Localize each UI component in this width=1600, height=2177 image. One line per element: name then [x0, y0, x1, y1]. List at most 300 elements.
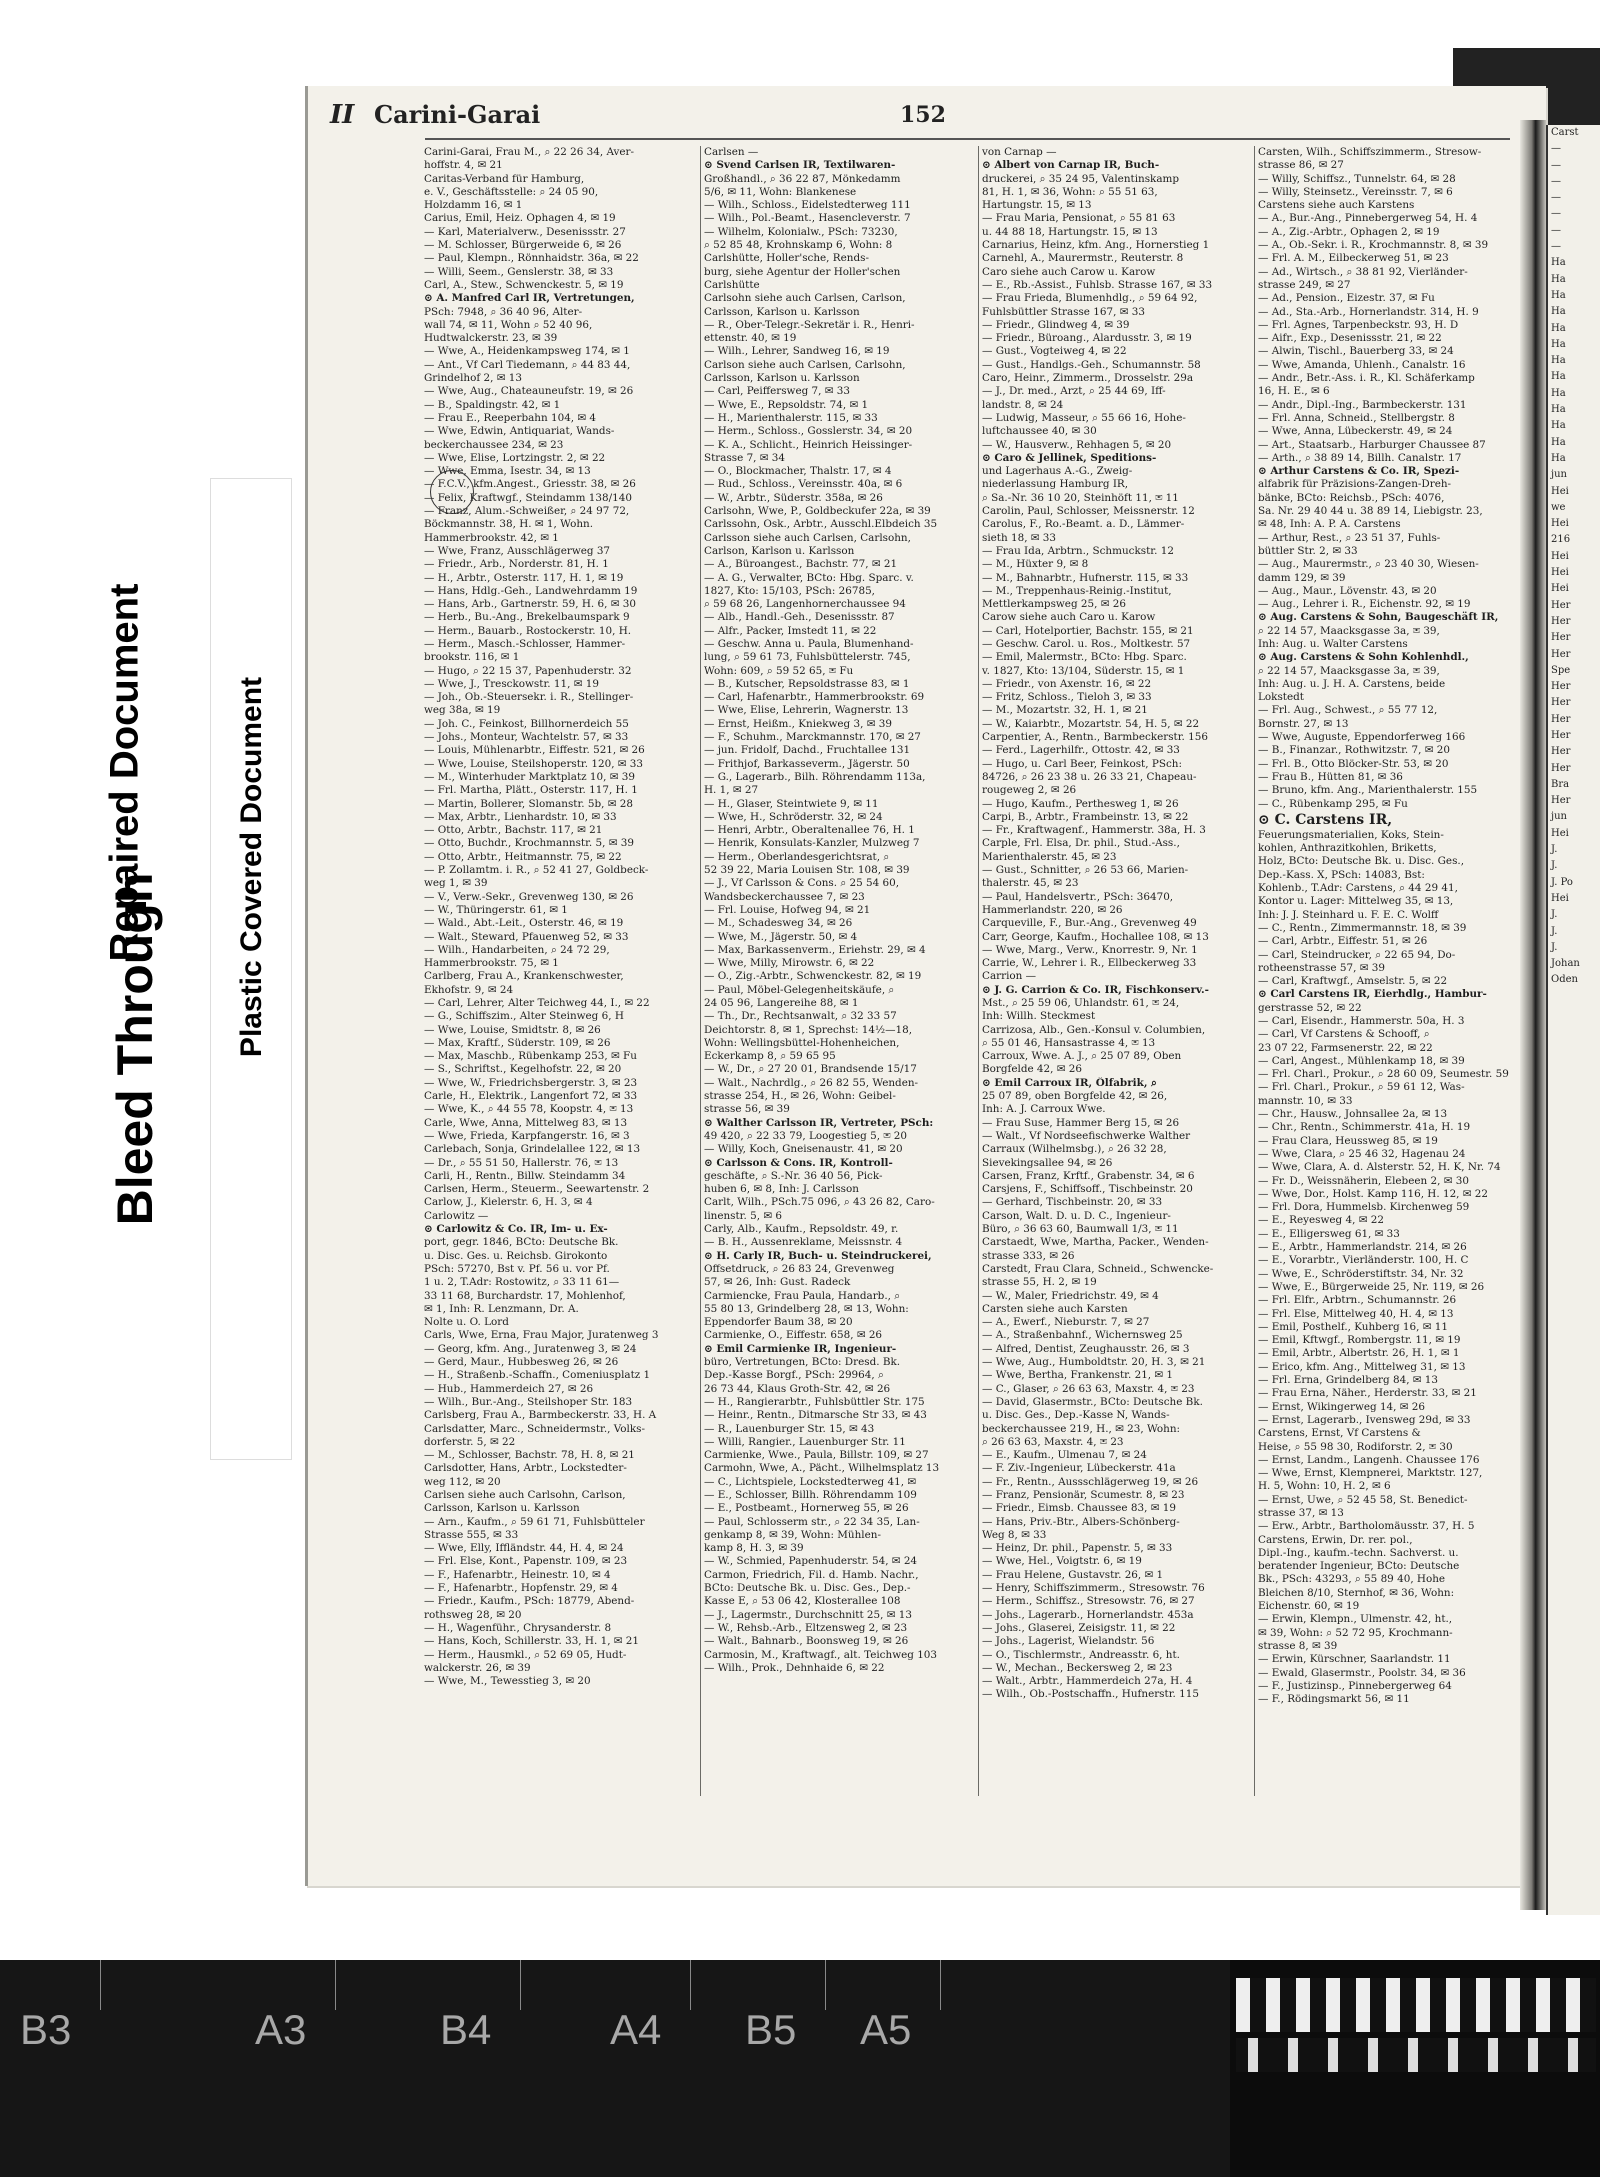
directory-entry: — Joh. C., Feinkost, Billhornerdeich 55: [424, 717, 629, 730]
directory-column-3: [982, 146, 1270, 1796]
directory-entry: — Wwe, W., Friedrichsbergerstr. 3, ✉ 23: [424, 1076, 638, 1089]
book-binding: [1520, 120, 1546, 1910]
facing-page-fragment: jun: [1551, 811, 1567, 823]
directory-entry: Carr, George, Kaufm., Hochallee 108, ✉ 13: [982, 930, 1209, 943]
directory-entry: — Ernst, Landm., Langenh. Chaussee 176: [1258, 1453, 1480, 1466]
directory-entry: — W., Rehsb.-Arb., Eltzensweg 2, ✉ 23: [704, 1621, 908, 1634]
directory-entry: — Franz, Pensionär, Scumestr. 8, ✉ 23: [982, 1488, 1185, 1501]
directory-entry: — Fr. D., Weissnäherin, Elebeen 2, ✉ 30: [1258, 1174, 1469, 1187]
directory-entry: — Frau B., Hütten 81, ✉ 36: [1258, 770, 1403, 783]
directory-entry: — A., Ob.-Sekr. i. R., Krochmannstr. 8, ✉ 39: [1258, 239, 1489, 252]
directory-entry: — F., Justizinsp., Pinnebergerweg 64: [1258, 1679, 1452, 1692]
directory-entry: — Henrik, Konsulats-Kanzler, Mulzweg 7: [704, 837, 920, 850]
facing-page-fragment: Her: [1551, 615, 1571, 627]
facing-page-fragment: Carst: [1551, 127, 1579, 138]
directory-entry: — M., Schadesweg 34, ✉ 26: [704, 917, 853, 930]
directory-entry: — Th., Dr., Rechtsanwalt, ⌕ 32 33 57: [704, 1010, 897, 1023]
directory-entry: — Ewald, Glasermstr., Poolstr. 34, ✉ 36: [1258, 1666, 1466, 1679]
directory-entry: Carlebach, Sonja, Grindelallee 122, ✉ 13: [424, 1143, 641, 1156]
directory-entry: — Alwin, Tischl., Bauerberg 33, ✉ 24: [1258, 345, 1454, 358]
directory-entry: — W., Thüringerstr. 61, ✉ 1: [424, 903, 568, 916]
directory-entry: — H., Glaser, Steintwiete 9, ✉ 11: [704, 797, 879, 810]
directory-entry: Böckmannstr. 38, H. ✉ 1, Wohn.: [424, 518, 594, 531]
directory-entry: und Lagerhaus A.-G., Zweig-: [982, 465, 1133, 478]
directory-entry: 26 73 44, Klaus Groth-Str. 42, ✉ 26: [704, 1382, 891, 1395]
page-number: 152: [900, 102, 946, 128]
directory-entry: — Emil, Arbtr., Albertstr. 26, H. 1, ✉ 1: [1258, 1347, 1460, 1360]
directory-entry: Carstens siehe auch Karstens: [1258, 199, 1415, 212]
scale-label: B5: [745, 2006, 797, 2053]
directory-entry: — Ernst, Uwe, ⌕ 52 45 58, St. Benedict-: [1258, 1493, 1468, 1506]
facing-page-fragment: —: [1551, 192, 1561, 204]
directory-entry: — Johs., Lagerist, Wielandstr. 56: [982, 1635, 1155, 1648]
directory-entry: Holzdamm 16, ✉ 1: [424, 199, 523, 212]
facing-page-fragment: Her: [1551, 729, 1571, 741]
directory-entry: Eckerkamp 8, ⌕ 59 65 95: [704, 1050, 836, 1063]
directory-entry: — Paul, Möbel-Gelegenheitskäufe, ⌕: [704, 983, 895, 996]
directory-entry: — Wwe, Auguste, Eppendorferweg 166: [1258, 731, 1466, 744]
directory-entry: Carls, Wwe, Erna, Frau Major, Juratenweg 3: [424, 1329, 659, 1342]
directory-entry: — Fritz, Schloss., Tieloh 3, ✉ 33: [982, 691, 1152, 704]
directory-entry: — Hans, Hdlg.-Geh., Landwehrdamm 19: [424, 584, 638, 597]
directory-entry: — Chr., Rentn., Schimmerstr. 41a, H. 19: [1258, 1121, 1471, 1134]
directory-entry: — B. H., Aussenreklame, Meissnstr. 4: [704, 1236, 903, 1249]
directory-entry: Ekhofstr. 9, ✉ 24: [424, 983, 514, 996]
directory-entry: — Arth., ⌕ 38 89 14, Billh. Canalstr. 17: [1258, 451, 1462, 464]
directory-entry: — Carl, Angest., Mühlenkamp 18, ✉ 39: [1258, 1054, 1465, 1067]
directory-entry: — Frl. Aug., Schwest., ⌕ 55 77 12,: [1258, 704, 1438, 717]
facing-page-fragment: —: [1551, 159, 1561, 171]
facing-page-fragment: Her: [1551, 713, 1571, 725]
directory-entry: — V., Verw.-Sekr., Grevenweg 130, ✉ 26: [424, 890, 634, 903]
directory-entry: Wohn: Wellingsbüttel-Hohenheichen,: [704, 1036, 900, 1049]
directory-entry: Carlowitz —: [424, 1209, 489, 1222]
facing-page-fragment: Ha: [1551, 338, 1566, 350]
calibration-pattern: [1236, 1978, 1596, 2032]
directory-entry: Carini-Garai, Frau M., ⌕ 22 26 34, Aver-: [424, 146, 635, 158]
facing-page-fragment: Ha: [1551, 322, 1566, 334]
directory-entry: — Ad., Sta.-Arb., Hornerlandstr. 314, H. 9: [1258, 305, 1479, 318]
directory-entry: Carlsen siehe auch Carlsohn, Carlson,: [424, 1488, 626, 1501]
directory-entry: thalerstr. 45, ✉ 23: [982, 877, 1079, 890]
directory-entry: wall 74, ✉ 11, Wohn ⌕ 52 40 96,: [424, 318, 593, 331]
directory-entry: — Wwe, Aug., Humboldtstr. 20, H. 3, ✉ 21: [982, 1356, 1206, 1369]
directory-entry: genkamp 8, ✉ 39, Wohn: Mühlen-: [704, 1528, 881, 1541]
directory-entry: ⊙ Caro & Jellinek, Speditions-: [982, 451, 1157, 464]
directory-entry: — Emil, Malermstr., BCto: Hbg. Sparc.: [982, 651, 1187, 664]
directory-entry: — A., Ewerf., Nieburstr. 7, ✉ 27: [982, 1316, 1150, 1329]
directory-entry: — F., Hafenarbtr., Heinestr. 10, ✉ 4: [424, 1568, 611, 1581]
calibration-pattern: [1236, 2038, 1596, 2072]
directory-entry: u. Disc. Ges. u. Reichsb. Girokonto: [424, 1249, 608, 1262]
facing-page-fragment: Ha: [1551, 257, 1566, 269]
directory-entry: — jun. Fridolf, Dachd., Fruchtallee 131: [704, 744, 911, 757]
directory-entry: ⊙ Emil Carmienke IR, Ingenieur-: [704, 1342, 897, 1355]
directory-entry: — Arthur, Rest., ⌕ 23 51 37, Fuhls-: [1258, 531, 1441, 544]
directory-entry: — Max, Maschb., Rübenkamp 253, ✉ Fu: [424, 1050, 637, 1063]
facing-page-fragment: Hei: [1551, 550, 1569, 562]
facing-page-fragment: Hei: [1551, 518, 1569, 530]
directory-entry: Carson, Walt. D. u. D. C., Ingenieur-: [982, 1209, 1171, 1222]
directory-entry: walckerstr. 26, ✉ 39: [424, 1661, 531, 1674]
scale-tick: [825, 1960, 826, 2010]
directory-entry: — E., Schlosser, Billh. Röhrendamm 109: [704, 1488, 917, 1501]
directory-entry: Strasse 555, ✉ 33: [424, 1528, 519, 1541]
facing-page-fragment: Johan: [1551, 958, 1580, 970]
directory-entry: — Friedr., Kaufm., PSch: 18779, Abend-: [424, 1595, 635, 1608]
directory-entry: luftchaussee 40, ✉ 30: [982, 425, 1097, 438]
directory-entry: — Wilh., Ob.-Postschaffn., Hufnerstr. 115: [982, 1688, 1199, 1701]
facing-page-fragment: Ha: [1551, 404, 1566, 416]
directory-entry: — Heinr., Rentn., Ditmarsche Str 33, ✉ 43: [704, 1409, 927, 1422]
directory-entry: — Hans, Koch, Schillerstr. 33, H. 1, ✉ 21: [424, 1635, 640, 1648]
directory-entry: Carlsberg, Frau A., Barmbeckerstr. 33, H. A: [424, 1409, 657, 1422]
directory-entry: — Wald., Abt.-Leit., Osterstr. 46, ✉ 19: [424, 917, 624, 930]
directory-entry: — Carl, Kraftwgf., Amselstr. 5, ✉ 22: [1258, 975, 1448, 988]
directory-entry: — Art., Staatsarb., Harburger Chaussee 87: [1258, 438, 1486, 451]
directory-entry: druckerei, ⌕ 35 24 95, Valentinskamp: [982, 172, 1180, 185]
directory-entry: landstr. 8, ✉ 24: [982, 398, 1064, 411]
directory-entry: — Alb., Handl.-Geh., Desenissstr. 87: [704, 611, 895, 624]
directory-entry: Borgfelde 42, ✉ 26: [982, 1063, 1082, 1076]
directory-entry: — A., Zig.-Arbtr., Ophagen 2, ✉ 19: [1258, 225, 1440, 238]
directory-entry: — Wwe, M., Jägerstr. 50, ✉ 4: [704, 930, 858, 943]
directory-entry: — Wilh., Prok., Dehnhaide 6, ✉ 22: [704, 1661, 885, 1674]
directory-entry: ✉ 39, Wohn: ⌕ 52 72 95, Krochmann-: [1258, 1626, 1453, 1639]
directory-entry: — Emil, Kftwgf., Rombergstr. 11, ✉ 19: [1258, 1334, 1461, 1347]
directory-entry: u. 44 88 18, Hartungstr. 15, ✉ 13: [982, 225, 1158, 238]
directory-entry: — Herm., Schloss., Gosslerstr. 34, ✉ 20: [704, 425, 913, 438]
directory-entry: — Hugo, ⌕ 22 15 37, Papenhuderstr. 32: [424, 664, 632, 677]
scale-label: A4: [610, 2006, 662, 2053]
directory-entry: — Carl, Arbtr., Eiffestr. 51, ✉ 26: [1258, 935, 1428, 948]
directory-entry: Büro, ⌕ 36 63 60, Baumwall 1/3, ✉ 11: [982, 1223, 1179, 1236]
directory-entry: strasse 86, ✉ 27: [1258, 159, 1344, 172]
directory-entry: — Erwin, Kürschner, Saarlandstr. 11: [1258, 1653, 1451, 1666]
directory-entry: Carli, H., Rentn., Billw. Steindamm 34: [424, 1169, 626, 1182]
directory-entry: — Max, Kraftf., Süderstr. 109, ✉ 26: [424, 1036, 611, 1049]
directory-entry: Weg 8, ✉ 33: [982, 1528, 1047, 1541]
directory-entry: — Otto, Arbtr., Bachstr. 117, ✉ 21: [424, 824, 603, 837]
bleed-through-label: Bleed Through: [107, 872, 163, 1226]
scale-tick: [335, 1960, 336, 2010]
directory-entry: — Frl. Elfr., Arbtrn., Schumannstr. 26: [1258, 1294, 1457, 1307]
directory-entry: hoffstr. 4, ✉ 21: [424, 159, 503, 172]
directory-entry: 1 u. 2, T.Adr: Rostowitz, ⌕ 33 11 61—: [424, 1276, 620, 1289]
directory-entry: 16, H. E., ✉ 6: [1258, 385, 1330, 398]
facing-page-fragment: Her: [1551, 599, 1571, 611]
directory-entry: — Walt., Nachrdlg., ⌕ 26 82 55, Wenden-: [704, 1076, 919, 1089]
directory-entry: ⌕ 22 14 57, Maacksgasse 3a, ✉ 39,: [1258, 624, 1440, 637]
directory-entry: Carple, Frl. Elsa, Dr. phil., Stud.-Ass.,: [982, 837, 1180, 850]
directory-entry: — Wilh., Handarbeiten, ⌕ 24 72 29,: [424, 943, 610, 956]
directory-entry: — Erw., Arbtr., Bartholomäusstr. 37, H. 5: [1258, 1520, 1475, 1533]
directory-entry: — Wilh., Schloss., Eidelstedterweg 111: [704, 199, 911, 212]
directory-entry: Strasse 7, ✉ 34: [704, 451, 786, 464]
directory-entry: Mst., ⌕ 25 59 06, Uhlandstr. 61, ✉ 24,: [982, 997, 1180, 1009]
directory-entry: Carlsohn siehe auch Carlsen, Carlson,: [704, 292, 906, 305]
directory-entry: — Gerhard, Tischbeinstr. 20, ✉ 33: [982, 1196, 1163, 1209]
directory-entry: 55 80 13, Grindelberg 28, ✉ 13, Wohn:: [704, 1302, 909, 1315]
facing-page-fragment: Her: [1551, 632, 1571, 644]
directory-entry: — Chr., Hausw., Johnsallee 2a, ✉ 13: [1258, 1108, 1448, 1121]
directory-entry: rougeweg 2, ✉ 26: [982, 784, 1077, 797]
facing-page-fragment: Ha: [1551, 452, 1566, 464]
facing-page-fragment: jun: [1551, 469, 1567, 481]
directory-entry: — Wwe, Milly, Mirowstr. 6, ✉ 22: [704, 957, 875, 970]
directory-entry: — Johs., Glaserei, Zeisigstr. 11, ✉ 22: [982, 1621, 1176, 1634]
directory-entry: ⊙ Aug. Carstens & Sohn, Baugeschäft IR,: [1258, 611, 1499, 624]
directory-entry: — Martin, Bollerer, Slomanstr. 5b, ✉ 28: [424, 797, 633, 810]
directory-entry: Dipl.-Ing., kaufm.-techn. Sachverst. u.: [1258, 1546, 1459, 1559]
directory-entry: ⊙ Carlsson & Cons. IR, Kontroll-: [704, 1156, 893, 1169]
directory-entry: — Herm., Hausmkl., ⌕ 52 69 05, Hudt-: [424, 1648, 627, 1661]
directory-entry: — Wwe, Frieda, Karpfangerstr. 16, ✉ 3: [424, 1129, 630, 1142]
directory-entry: — O., Tischlermstr., Andreasstr. 6, ht.: [982, 1648, 1180, 1661]
directory-entry: — G., Schiffszim., Alter Steinweg 6, H: [424, 1010, 624, 1023]
directory-entry: — Henri, Arbtr., Oberaltenallee 76, H. 1: [704, 824, 915, 837]
directory-entry: Bornstr. 27, ✉ 13: [1258, 717, 1349, 730]
directory-entry: — Wwe, Clara, ⌕ 25 46 32, Hagenau 24: [1258, 1147, 1466, 1160]
directory-entry: linenstr. 5, ✉ 6: [704, 1209, 782, 1222]
directory-entry: — Georg, kfm. Ang., Juratenweg 3, ✉ 24: [424, 1342, 637, 1355]
directory-entry: 5/6, ✉ 11, Wohn: Blankenese: [704, 185, 857, 198]
directory-entry: — Friedr., Eimsb. Chaussee 83, ✉ 19: [982, 1502, 1176, 1515]
directory-entry: — Frau Frieda, Blumenhdlg., ⌕ 59 64 92,: [982, 292, 1198, 305]
directory-entry: Dep.-Kass. X, PSch: 14083, Bst:: [1258, 868, 1425, 881]
directory-entry: Inh: A. J. Carroux Wwe.: [982, 1103, 1106, 1116]
directory-entry: — Otto, Buchdr., Krochmannstr. 5, ✉ 39: [424, 837, 634, 850]
directory-entry: — Carl, Hotelportier, Bachstr. 155, ✉ 21: [982, 624, 1194, 637]
directory-entry: Grindelhof 2, ✉ 13: [424, 372, 522, 385]
directory-entry: Carrion —: [982, 970, 1037, 983]
directory-entry: — Ad., Wirtsch., ⌕ 38 81 92, Vierländer-: [1258, 265, 1468, 278]
directory-entry: — H., Arbtr., Osterstr. 117, H. 1, ✉ 19: [424, 571, 624, 584]
facing-page-fragment: J.: [1551, 909, 1558, 921]
directory-entry: — Frau Maria, Pensionat, ⌕ 55 81 63: [982, 212, 1176, 225]
facing-page-fragment: J.: [1551, 860, 1558, 872]
directory-entry: — Carl, Peiffersweg 7, ✉ 33: [704, 385, 851, 398]
directory-entry: — Louis, Mühlenarbtr., Eiffestr. 521, ✉ 26: [424, 744, 645, 757]
directory-entry: — Wwe, H., Schröderstr. 32, ✉ 24: [704, 810, 883, 823]
directory-entry: — A. G., Verwalter, BCto: Hbg. Sparc. v.: [704, 571, 914, 584]
directory-entry: ⊙ A. Manfred Carl IR, Vertretungen,: [424, 292, 635, 305]
directory-entry: Carlsdatter, Marc., Schneidermstr., Volks-: [424, 1422, 645, 1435]
directory-entry: — H., Wagenführ., Chrysanderstr. 8: [424, 1621, 612, 1634]
directory-entry: ⊙ C. Carstens IR,: [1258, 811, 1393, 828]
directory-entry: — P. Zollamtm. i. R., ⌕ 52 41 27, Goldbeck-: [424, 864, 649, 877]
scale-tick: [520, 1960, 521, 2010]
directory-entry: büttler Str. 2, ✉ 33: [1258, 544, 1358, 557]
directory-entry: — Frl. Erna, Grindelberg 84, ✉ 13: [1258, 1374, 1439, 1387]
directory-entry: Carlsson siehe auch Carlsen, Carlsohn,: [704, 531, 911, 544]
directory-entry: — Emil, Posthelf., Kuhberg 16, ✉ 11: [1258, 1320, 1448, 1333]
directory-entry: — Herb., Bu.-Ang., Brekelbaumspark 9: [424, 611, 630, 624]
directory-entry: 33 11 68, Burchardstr. 17, Mohlenhof,: [424, 1289, 626, 1302]
directory-entry: — F., Hafenarbtr., Hopfenstr. 29, ✉ 4: [424, 1582, 618, 1595]
directory-entry: Carius, Emil, Heiz. Ophagen 4, ✉ 19: [424, 212, 616, 225]
directory-entry: ⌕ 26 63 63, Maxstr. 4, ✉ 23: [982, 1435, 1124, 1448]
directory-entry: — Frau E., Reeperbahn 104, ✉ 4: [424, 411, 597, 424]
directory-entry: — Wwe, A., Heidenkampsweg 174, ✉ 1: [424, 345, 630, 358]
directory-entry: — W., Arbtr., Süderstr. 358a, ✉ 26: [704, 491, 883, 504]
directory-entry: — C., Lichtspiele, Lockstedterweg 41, ✉: [704, 1475, 917, 1488]
directory-entry: — Walt., Arbtr., Hammerdeich 27a, H. 4: [982, 1675, 1193, 1688]
directory-entry: ⊙ H. Carly IR, Buch- u. Steindruckerei,: [704, 1249, 932, 1262]
directory-entry: — Frl. B., Otto Blöcker-Str. 53, ✉ 20: [1258, 757, 1449, 770]
directory-entry: Carly, Alb., Kaufm., Repsoldstr. 49, r.: [704, 1223, 899, 1236]
directory-entry: — Wilh., Bur.-Ang., Steilshoper Str. 183: [424, 1395, 633, 1408]
directory-entry: — M., Mozartstr. 32, H. 1, ✉ 21: [982, 704, 1148, 717]
directory-entry: — Ernst, Heißm., Kniekweg 3, ✉ 39: [704, 717, 892, 730]
directory-entry: Kontor u. Lager: Mittelweg 35, ✉ 13,: [1258, 895, 1454, 908]
directory-entry: — A., Büroangest., Bachstr. 77, ✉ 21: [704, 558, 898, 571]
directory-column-1: [424, 146, 712, 1796]
directory-entry: Großhandl., ⌕ 36 22 87, Mönkedamm: [704, 172, 901, 185]
directory-entry: beckerchaussee 219, H., ✉ 23, Wohn:: [982, 1422, 1181, 1435]
directory-entry: — Wwe, Elise, Lehrerin, Wagnerstr. 13: [704, 704, 909, 717]
directory-entry: — Wwe, E., Bürgerweide 25, Nr. 119, ✉ 26: [1258, 1280, 1485, 1293]
directory-entry: — Walt., Bahnarb., Boonsweg 19, ✉ 26: [704, 1635, 909, 1648]
directory-entry: — Frau Suse, Hammer Berg 15, ✉ 26: [982, 1116, 1180, 1129]
scale-label: B3: [20, 2006, 72, 2053]
directory-entry: ⌕ Sa.-Nr. 36 10 20, Steinhöft 11, ✉ 11: [982, 491, 1179, 504]
directory-entry: — Wwe, Franz, Ausschlägerweg 37: [424, 544, 611, 557]
directory-entry: Bleichen 8/10, Sternhof, ✉ 36, Wohn:: [1258, 1586, 1455, 1599]
directory-entry: Wandsbeckerchaussee 7, ✉ 23: [704, 890, 865, 903]
directory-entry: — Paul, Handelsvertr., PSch: 36470,: [982, 890, 1174, 903]
directory-entry: — C., Rentn., Zimmermannstr. 18, ✉ 39: [1258, 921, 1467, 934]
directory-entry: — Gust., Handlgs.-Geh., Schumannstr. 58: [982, 358, 1201, 371]
directory-entry: — W., Mechan., Beckersweg 2, ✉ 23: [982, 1661, 1173, 1674]
directory-entry: beckerchaussee 234, ✉ 23: [424, 438, 564, 451]
directory-entry: kamp 8, H. 3, ✉ 39: [704, 1542, 804, 1555]
directory-entry: — C., Glaser, ⌕ 26 63 63, Maxstr. 4, ✉ 23: [982, 1382, 1195, 1395]
column-divider: [1254, 146, 1255, 1796]
directory-entry: Dep.-Kasse Borgf., PSch: 29964, ⌕: [704, 1369, 884, 1382]
column-divider: [700, 146, 701, 1796]
directory-entry: Inh: Aug. u. J. H. A. Carstens, beide: [1258, 677, 1446, 690]
directory-entry: — S., Schriftst., Kegelhofstr. 22, ✉ 20: [424, 1063, 622, 1076]
directory-entry: — Wwe, Louise, Steilshoperstr. 120, ✉ 33: [424, 757, 644, 770]
directory-entry: — Wwe, E., Repsoldstr. 74, ✉ 1: [704, 398, 869, 411]
directory-entry: — W., Schmied, Papenhuderstr. 54, ✉ 24: [704, 1555, 918, 1568]
directory-entry: v. 1827, Kto: 13/104, Süderstr. 15, ✉ 1: [982, 664, 1185, 677]
section-number: II: [330, 100, 355, 130]
directory-entry: — Paul, Schlosserm str., ⌕ 22 34 35, Lan-: [704, 1515, 920, 1528]
directory-entry: — Aug., Maurermstr., ⌕ 23 40 30, Wiesen-: [1258, 558, 1479, 571]
header-rule: [425, 138, 1510, 140]
directory-entry: — H., Straßenb.-Schaffn., Comeniusplatz 1: [424, 1369, 651, 1382]
directory-entry: — J., Vf Carlsson & Cons. ⌕ 25 54 60,: [704, 877, 900, 890]
facing-page-fragment: J.: [1551, 925, 1558, 937]
facing-page-fragment: J. Po: [1551, 876, 1573, 888]
directory-entry: Sievekingsallee 94, ✉ 26: [982, 1156, 1113, 1169]
directory-entry: — J., Lagermstr., Durchschnitt 25, ✉ 13: [704, 1608, 912, 1621]
directory-entry: Carlsson, Karlson u. Karlsson: [424, 1502, 580, 1515]
directory-entry: — Andr., Dipl.-Ing., Barmbeckerstr. 131: [1258, 398, 1467, 411]
directory-entry: PSch: 7948, ⌕ 36 40 96, Alter-: [424, 305, 583, 318]
directory-entry: — Paul, Klempn., Rönnhaidstr. 36a, ✉ 22: [424, 252, 639, 265]
directory-entry: — Hans, Arb., Gartnerstr. 59, H. 6, ✉ 30: [424, 598, 636, 611]
directory-entry: damm 129, ✉ 39: [1258, 571, 1346, 584]
directory-entry: Carmienke, Wwe., Paula, Billstr. 109, ✉ 27: [704, 1449, 929, 1462]
directory-entry: — Heinz, Dr. phil., Papenstr. 5, ✉ 33: [982, 1542, 1173, 1555]
directory-entry: — Frau Erna, Näher., Herderstr. 33, ✉ 21: [1258, 1387, 1477, 1400]
facing-page-fragment: Bra: [1551, 778, 1570, 790]
facing-page-fragment: Hei: [1551, 892, 1569, 904]
medal-seal-icon: [430, 470, 474, 514]
directory-entry: Carlt, Wilh., PSch.75 096, ⌕ 43 26 82, Caro-: [704, 1196, 935, 1209]
directory-entry: — Gerd, Maur., Hubbesweg 26, ✉ 26: [424, 1356, 619, 1369]
directory-entry: 57, ✉ 26, Inh: Gust. Radeck: [704, 1276, 851, 1289]
directory-entry: — Wwe, Emma, Isestr. 34, ✉ 13: [424, 465, 591, 478]
directory-entry: — Gust., Schnitter, ⌕ 26 53 66, Marien-: [982, 864, 1189, 877]
directory-entry: ⊙ Albert von Carnap IR, Buch-: [982, 159, 1160, 172]
facing-page-fragment: Ha: [1551, 387, 1566, 399]
directory-entry: Carsten siehe auch Karsten: [982, 1302, 1128, 1315]
directory-entry: — Ferd., Lagerhilfr., Ottostr. 42, ✉ 33: [982, 744, 1180, 757]
directory-entry: — M., Winterhuder Marktplatz 10, ✉ 39: [424, 770, 635, 783]
directory-entry: Carlsen, Herm., Steuerm., Seewartenstr. 2: [424, 1183, 650, 1196]
directory-entry: Carlsohn, Wwe, P., Goldbeckufer 22a, ✉ 39: [704, 505, 931, 518]
facing-page-fragment: Ha: [1551, 273, 1566, 285]
directory-entry: Carolus, F., Ro.-Beamt. a. D., Lämmer-: [982, 518, 1185, 531]
directory-entry: ⊙ Carl Carstens IR, Eierhdlg., Hambur-: [1258, 988, 1487, 1001]
directory-entry: — Frl. Charl., Prokur., ⌕ 59 61 12, Was-: [1258, 1081, 1465, 1094]
directory-entry: ⊙ Carlowitz & Co. IR, Im- u. Ex-: [424, 1223, 608, 1236]
directory-entry: Carnehl, A., Maurermstr., Reuterstr. 8: [982, 252, 1184, 265]
directory-entry: ✉ 48, Inh: A. P. A. Carstens: [1258, 518, 1401, 531]
directory-entry: Inh: Aug. u. Walter Carstens: [1258, 637, 1408, 650]
directory-entry: strasse 56, ✉ 39: [704, 1103, 790, 1116]
directory-entry: — Arn., Kaufm., ⌕ 59 61 71, Fuhlsbütteler: [424, 1515, 645, 1528]
directory-entry: 84726, ⌕ 26 23 38 u. 26 33 21, Chapeau-: [982, 770, 1197, 783]
directory-entry: — Ad., Pension., Eizestr. 37, ✉ Fu: [1258, 292, 1435, 305]
directory-entry: — Wwe, Clara, A. d. Alsterstr. 52, H. K, Nr. 74: [1258, 1161, 1501, 1174]
directory-entry: Hammerbrookstr. 75, ✉ 1: [424, 957, 559, 970]
directory-entry: — Hugo, Kaufm., Perthesweg 1, ✉ 26: [982, 797, 1179, 810]
directory-entry: — Carl, Hafenarbtr., Hammerbrookstr. 69: [704, 691, 925, 704]
directory-entry: — Friedr., Büroang., Alardusstr. 3, ✉ 19: [982, 332, 1192, 345]
directory-entry: — Wwe, Amanda, Uhlenh., Canalstr. 16: [1258, 358, 1466, 371]
directory-entry: Sa. Nr. 29 40 44 u. 38 89 14, Liebigstr. 23,: [1258, 505, 1483, 518]
directory-entry: — Willi, Seem., Genslerstr. 38, ✉ 33: [424, 265, 614, 278]
directory-entry: Carle, Wwe, Anna, Mittelweg 83, ✉ 13: [424, 1116, 628, 1129]
directory-entry: Carpentier, A., Rentn., Barmbeckerstr. 156: [982, 731, 1208, 744]
facing-page-fragment: Ha: [1551, 371, 1566, 383]
facing-page-fragment: Hei: [1551, 583, 1569, 595]
directory-entry: ⊙ Arthur Carstens & Co. IR, Spezi-: [1258, 465, 1460, 478]
directory-entry: — Karl, Materialverw., Desenissstr. 27: [424, 225, 626, 238]
directory-entry: — Carl, Lehrer, Alter Teichweg 44, I., ✉ 22: [424, 997, 650, 1009]
directory-entry: Carlberg, Frau A., Krankenschwester,: [424, 970, 624, 983]
directory-entry: — Hans, Priv.-Btr., Albers-Schönberg-: [982, 1515, 1180, 1528]
directory-entry: Carlson siehe auch Carlsen, Carlsohn,: [704, 358, 906, 371]
directory-entry: ⊙ Aug. Carstens & Sohn Kohlenhdl.,: [1258, 651, 1469, 664]
directory-entry: — Max, Barkassenverm., Eriehstr. 29, ✉ 4: [704, 943, 926, 956]
directory-entry: Wohn: 609, ⌕ 59 52 65, ✉ Fu: [704, 664, 854, 677]
directory-entry: — Wilh., Lehrer, Sandweg 16, ✉ 19: [704, 345, 890, 358]
directory-entry: kohlen, Anthrazitkohlen, Briketts,: [1258, 842, 1437, 855]
scan-labels: [102, 440, 220, 1460]
directory-entry: — Carl, Eisendr., Hammerstr. 50a, H. 3: [1258, 1015, 1465, 1027]
directory-entry: H. 1, ✉ 27: [704, 784, 759, 797]
directory-entry: — R., Lauenburger Str. 15, ✉ 43: [704, 1422, 875, 1435]
directory-entry: ⌕ 22 14 57, Maacksgasse 3a, ✉ 39,: [1258, 664, 1440, 677]
directory-entry: — H., Rangierarbtr., Fuhlsbüttler Str. 175: [704, 1395, 925, 1408]
directory-entry: port, gegr. 1846, BCto: Deutsche Bk.: [424, 1236, 619, 1249]
